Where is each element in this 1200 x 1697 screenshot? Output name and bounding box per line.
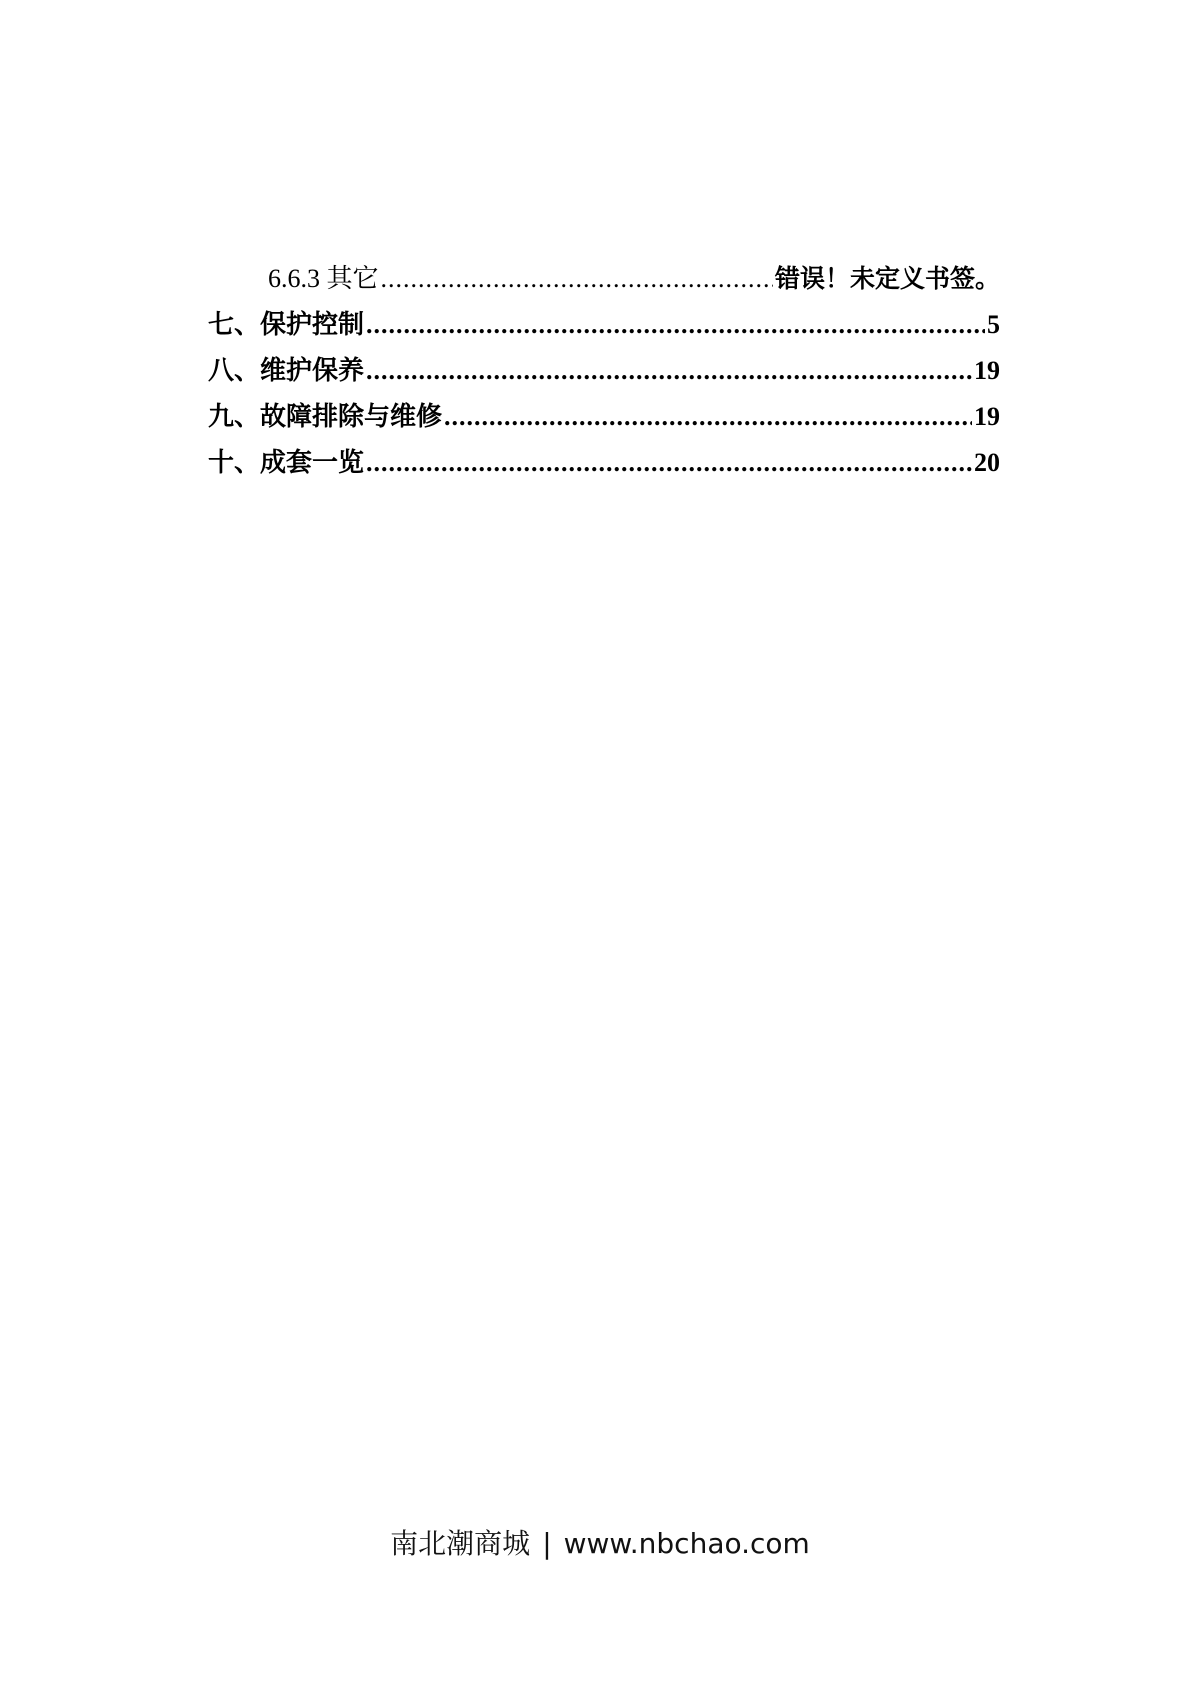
toc-entry-label: 八、维护保养: [208, 356, 365, 385]
toc-entry-label: 十、成套一览: [208, 448, 365, 477]
toc-entry-page: 5: [987, 310, 1000, 339]
footer-url-link[interactable]: www.nbchao.com: [563, 1527, 810, 1560]
toc-entry-page: 错误！未定义书签。: [774, 264, 1000, 293]
toc-leader-dots: [366, 356, 972, 386]
toc-entry-page: 19: [974, 402, 1000, 431]
toc-entry-label: 6.6.3 其它: [268, 264, 379, 293]
toc-entry-10[interactable]: [208, 442, 1000, 488]
page-footer: [0, 1522, 1200, 1562]
toc-entry-7[interactable]: [208, 304, 1000, 350]
toc-leader-dots: [444, 402, 972, 432]
footer-separator: |: [542, 1527, 552, 1560]
toc-leader-dots: [366, 310, 985, 340]
toc-leader-dots: [366, 448, 972, 478]
table-of-contents: [208, 258, 1000, 488]
toc-entry-page: 20: [974, 448, 1000, 477]
toc-entry-6-6-3[interactable]: [208, 258, 1000, 304]
toc-entry-9[interactable]: [208, 396, 1000, 442]
footer-brand: 南北潮商城: [390, 1527, 531, 1560]
toc-entry-8[interactable]: [208, 350, 1000, 396]
toc-entry-label: 九、故障排除与维修: [208, 402, 443, 431]
toc-entry-page: 19: [974, 356, 1000, 385]
toc-entry-label: 七、保护控制: [208, 310, 365, 339]
toc-leader-dots: [381, 264, 773, 294]
